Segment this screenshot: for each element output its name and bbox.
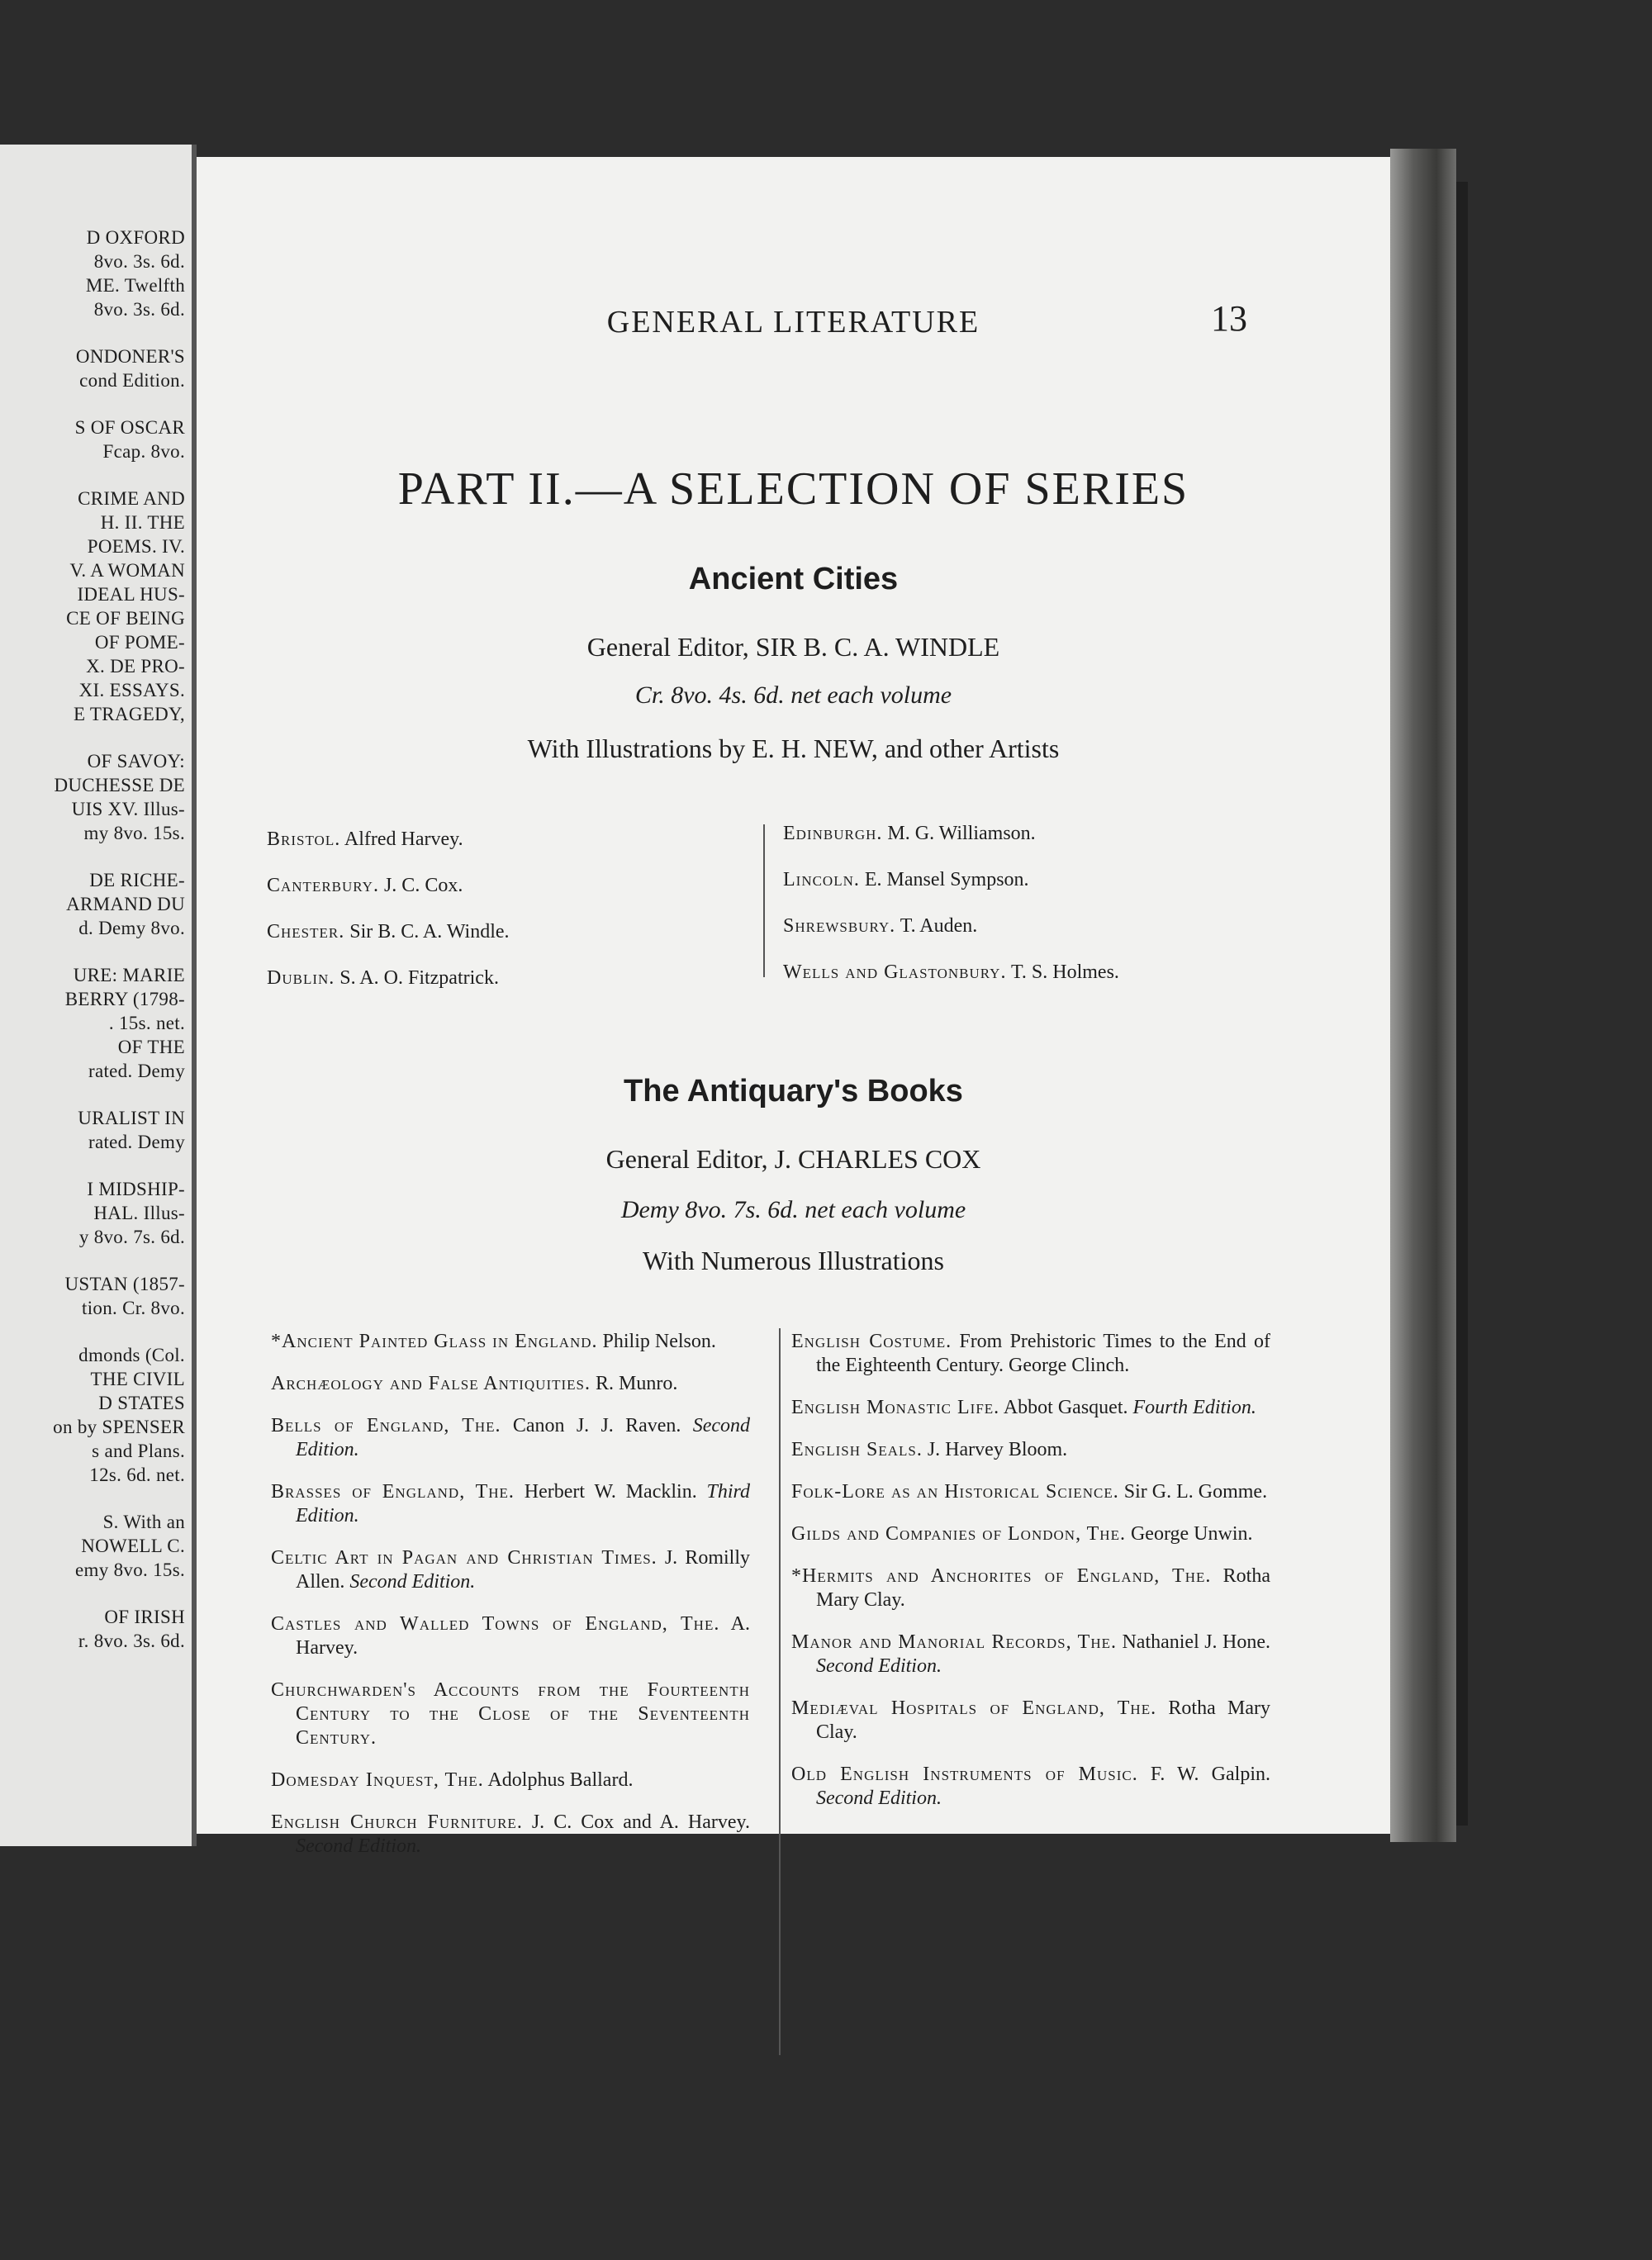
series-editor: General Editor, SIR B. C. A. WINDLE (586, 632, 1000, 662)
running-head: GENERAL LITERATURE (606, 305, 980, 339)
entry-title: Folk-Lore as an Historical Science. (791, 1481, 1119, 1503)
series-entry (271, 1678, 750, 1750)
entry-title: English Seals. (791, 1439, 923, 1460)
left-fragment-line: d. Demy 8vo. (78, 918, 185, 938)
entry-title: Bristol. (267, 829, 341, 850)
series-entry (271, 1546, 750, 1594)
series-entry (271, 1612, 750, 1660)
part-title: PART II.—A SELECTION OF SERIES (397, 463, 1189, 515)
series-entry (271, 1330, 750, 1354)
series-entry (791, 1697, 1270, 1745)
left-fragment-line: 8vo. 3s. 6d. (93, 299, 185, 320)
series-entry (791, 1522, 1270, 1546)
entry-title: Manor and Manorial Records, The. (791, 1631, 1117, 1653)
left-fragment-line: dmonds (Col. (78, 1345, 185, 1365)
left-fragment-line: OF POME- (94, 632, 185, 653)
left-fragment-line: HAL. Illus- (93, 1203, 185, 1223)
entry-edition: Fourth Edition. (1127, 1397, 1256, 1418)
left-fragment-line: r. 8vo. 3s. 6d. (78, 1631, 185, 1651)
entry-author: From Prehistoric Times to the End of the Eighteenth Century. George Clinch. (816, 1331, 1270, 1376)
series-entry (783, 868, 1295, 892)
left-fragment-line: my 8vo. 15s. (83, 823, 185, 843)
entry-edition: Second Edition. (816, 1788, 942, 1809)
entry-author: J. Romilly Allen. (296, 1547, 750, 1593)
series-entry (267, 874, 696, 898)
series-illustrations: With Illustrations by E. H. NEW, and other Artists (527, 734, 1060, 763)
left-fragment-line: THE CIVIL (90, 1369, 185, 1389)
entry-edition: Second Edition. (816, 1655, 942, 1677)
entry-title: Celtic Art in Pagan and Christian Times. (271, 1547, 657, 1569)
series-entry (791, 1480, 1270, 1504)
ancient-cities-left-column (267, 828, 696, 1013)
series-entry (791, 1330, 1270, 1378)
series-entry (267, 966, 696, 990)
entry-author: Philip Nelson. (597, 1331, 716, 1352)
entry-title: English Church Furniture. (271, 1811, 523, 1833)
left-fragment-line: CE OF BEING (66, 608, 185, 629)
left-fragment-line: H. II. THE (100, 512, 185, 533)
entry-title: *Ancient Painted Glass in England. (271, 1331, 598, 1352)
left-fragment-line: V. A WOMAN (69, 560, 185, 581)
entry-title: Shrewsbury. (783, 915, 896, 937)
entry-author: Adolphus Ballard. (483, 1769, 634, 1791)
antiquarys-left-column (271, 1330, 750, 1877)
left-fragment-line: S. With an (102, 1512, 185, 1532)
entry-author: R. Munro. (591, 1373, 678, 1394)
entry-title: Domesday Inquest, The. (271, 1769, 484, 1791)
series-entry (791, 1396, 1270, 1420)
entry-title: Canterbury. (267, 875, 379, 896)
column-divider (763, 824, 765, 977)
entry-title: Mediæval Hospitals of England, The. (791, 1697, 1157, 1719)
left-fragment-line: D STATES (98, 1393, 185, 1413)
entry-title: Castles and Walled Towns of England, The. (271, 1613, 720, 1635)
entry-author: Sir B. C. A. Windle. (344, 921, 510, 942)
entry-author: Herbert W. Macklin. (514, 1481, 697, 1503)
entry-edition: Second Edition. (296, 1835, 421, 1857)
left-fragment-line: POEMS. IV. (87, 536, 185, 557)
left-fragment-line: . 15s. net. (108, 1013, 185, 1033)
left-fragment-line: OF IRISH (104, 1607, 185, 1627)
entry-title: Bells of England, The. (271, 1415, 501, 1436)
column-divider (779, 1328, 781, 2055)
entry-author: T. S. Holmes. (1006, 961, 1119, 983)
entry-title: English Monastic Life. (791, 1397, 1000, 1418)
entry-author: Canon J. J. Raven. (501, 1415, 681, 1436)
right-page (197, 157, 1390, 1857)
entry-title: Churchwarden's Accounts from the Fourteenth Century to the Close of the Seventeenth Century. (271, 1679, 750, 1749)
series-entry (791, 1631, 1270, 1678)
left-fragment-line: CRIME AND (78, 488, 185, 509)
left-fragment-line: E TRAGEDY, (73, 704, 185, 724)
book-page-edges (1390, 149, 1456, 1842)
entry-title: Edinburgh. (783, 823, 883, 844)
left-fragment-line: X. DE PRO- (86, 656, 185, 677)
left-fragment-line: OF SAVOY: (87, 751, 185, 772)
series-editor: General Editor, J. CHARLES COX (605, 1144, 981, 1174)
series-entry (791, 1438, 1270, 1462)
entry-edition: Second Edition. (296, 1415, 751, 1460)
series-entry (271, 1480, 750, 1528)
left-fragment-line: cond Edition. (79, 370, 185, 391)
left-fragment-line: D OXFORD (86, 227, 185, 248)
left-fragment-line: rated. Demy (88, 1132, 185, 1152)
series-entry (271, 1811, 750, 1859)
series-entry (783, 914, 1295, 938)
left-fragment-line: IDEAL HUS- (77, 584, 185, 605)
left-fragment-line: OF THE (117, 1037, 185, 1057)
series-illustrations: With Numerous Illustrations (643, 1246, 944, 1275)
entry-author: Alfred Harvey. (340, 829, 463, 850)
entry-title: Archæology and False Antiquities. (271, 1373, 591, 1394)
entry-author: Rotha Mary Clay. (816, 1697, 1271, 1743)
left-fragment-line: NOWELL C. (81, 1536, 185, 1556)
entry-title: Gilds and Companies of London, The. (791, 1523, 1126, 1545)
entry-author: Rotha Mary Clay. (816, 1565, 1271, 1611)
entry-author: Nathaniel J. Hone. (1117, 1631, 1271, 1653)
left-fragment-line: I MIDSHIP- (87, 1179, 185, 1199)
entry-title: Brasses of England, The. (271, 1481, 515, 1503)
entry-title: Lincoln. (783, 869, 860, 890)
entry-author: A. Harvey. (296, 1613, 750, 1659)
left-fragment-line: 8vo. 3s. 6d. (93, 251, 185, 272)
series-entry (271, 1769, 750, 1792)
left-fragment-line: s and Plans. (92, 1441, 185, 1461)
entry-edition: Third Edition. (296, 1481, 750, 1526)
left-fragment-line: tion. Cr. 8vo. (82, 1298, 185, 1318)
entry-title: Old English Instruments of Music. (791, 1764, 1138, 1785)
left-fragment-line: XI. ESSAYS. (78, 680, 185, 700)
entry-author: George Unwin. (1125, 1523, 1253, 1545)
left-fragment-line: S OF OSCAR (74, 417, 185, 438)
left-fragment-line: ONDONER'S (75, 346, 185, 367)
left-fragment-line: USTAN (1857- (64, 1274, 185, 1294)
entry-title: Dublin. (267, 967, 335, 989)
entry-author: F. W. Galpin. (1137, 1764, 1270, 1785)
entry-author: E. Mansel Sympson. (859, 869, 1029, 890)
page-number: 13 (1211, 298, 1247, 339)
series-entry (783, 961, 1295, 985)
entry-title: English Costume. (791, 1331, 952, 1352)
left-fragment-line: Fcap. 8vo. (102, 441, 185, 462)
series-entry (791, 1564, 1270, 1612)
left-fragment-line: URE: MARIE (73, 965, 185, 985)
left-fragment-line: UIS XV. Illus- (71, 799, 185, 819)
series-title-antiquarys-books: The Antiquary's Books (624, 1074, 963, 1109)
book-cover-edge (1456, 182, 1468, 1826)
left-fragment-line: rated. Demy (88, 1061, 185, 1081)
entry-author: Sir G. L. Gomme. (1118, 1481, 1268, 1503)
antiquarys-right-column (791, 1330, 1270, 1829)
left-fragment-line: DE RICHE- (89, 870, 185, 890)
left-fragment-line: URALIST IN (78, 1108, 185, 1128)
left-fragment-line: ARMAND DU (66, 894, 185, 914)
entry-title: Chester. (267, 921, 345, 942)
series-title-ancient-cities: Ancient Cities (688, 562, 899, 596)
series-entry (783, 822, 1295, 846)
series-format: Demy 8vo. 7s. 6d. net each volume (620, 1196, 966, 1223)
left-fragment-line: emy 8vo. 15s. (75, 1560, 185, 1580)
left-fragment-line: BERRY (1798- (64, 989, 185, 1009)
entry-edition: Second Edition. (344, 1571, 476, 1593)
series-entry (271, 1414, 750, 1462)
left-fragment-line: ME. Twelfth (85, 275, 185, 296)
entry-title: Wells and Glastonbury. (783, 961, 1007, 983)
left-fragment-line: y 8vo. 7s. 6d. (78, 1227, 185, 1247)
entry-author: Abbot Gasquet. (999, 1397, 1128, 1418)
series-entry (791, 1763, 1270, 1811)
left-fragment-line: DUCHESSE DE (54, 775, 185, 795)
entry-author: J. C. Cox and A. Harvey. (522, 1811, 750, 1833)
entry-author: T. Auden. (895, 915, 978, 937)
entry-title: *Hermits and Anchorites of England, The. (791, 1565, 1212, 1587)
entry-author: S. A. O. Fitzpatrick. (335, 967, 499, 989)
left-fragment-line: 12s. 6d. net. (89, 1465, 185, 1485)
entry-author: M. G. Williamson. (882, 823, 1036, 844)
series-format: Cr. 8vo. 4s. 6d. net each volume (634, 681, 952, 709)
left-page-fragment (0, 145, 194, 1846)
series-entry (271, 1372, 750, 1396)
left-fragment-line: on by SPENSER (53, 1417, 185, 1437)
series-entry (267, 828, 696, 852)
ancient-cities-right-column (783, 822, 1295, 1007)
entry-author: J. C. Cox. (378, 875, 463, 896)
entry-author: J. Harvey Bloom. (922, 1439, 1068, 1460)
series-entry (267, 920, 696, 944)
